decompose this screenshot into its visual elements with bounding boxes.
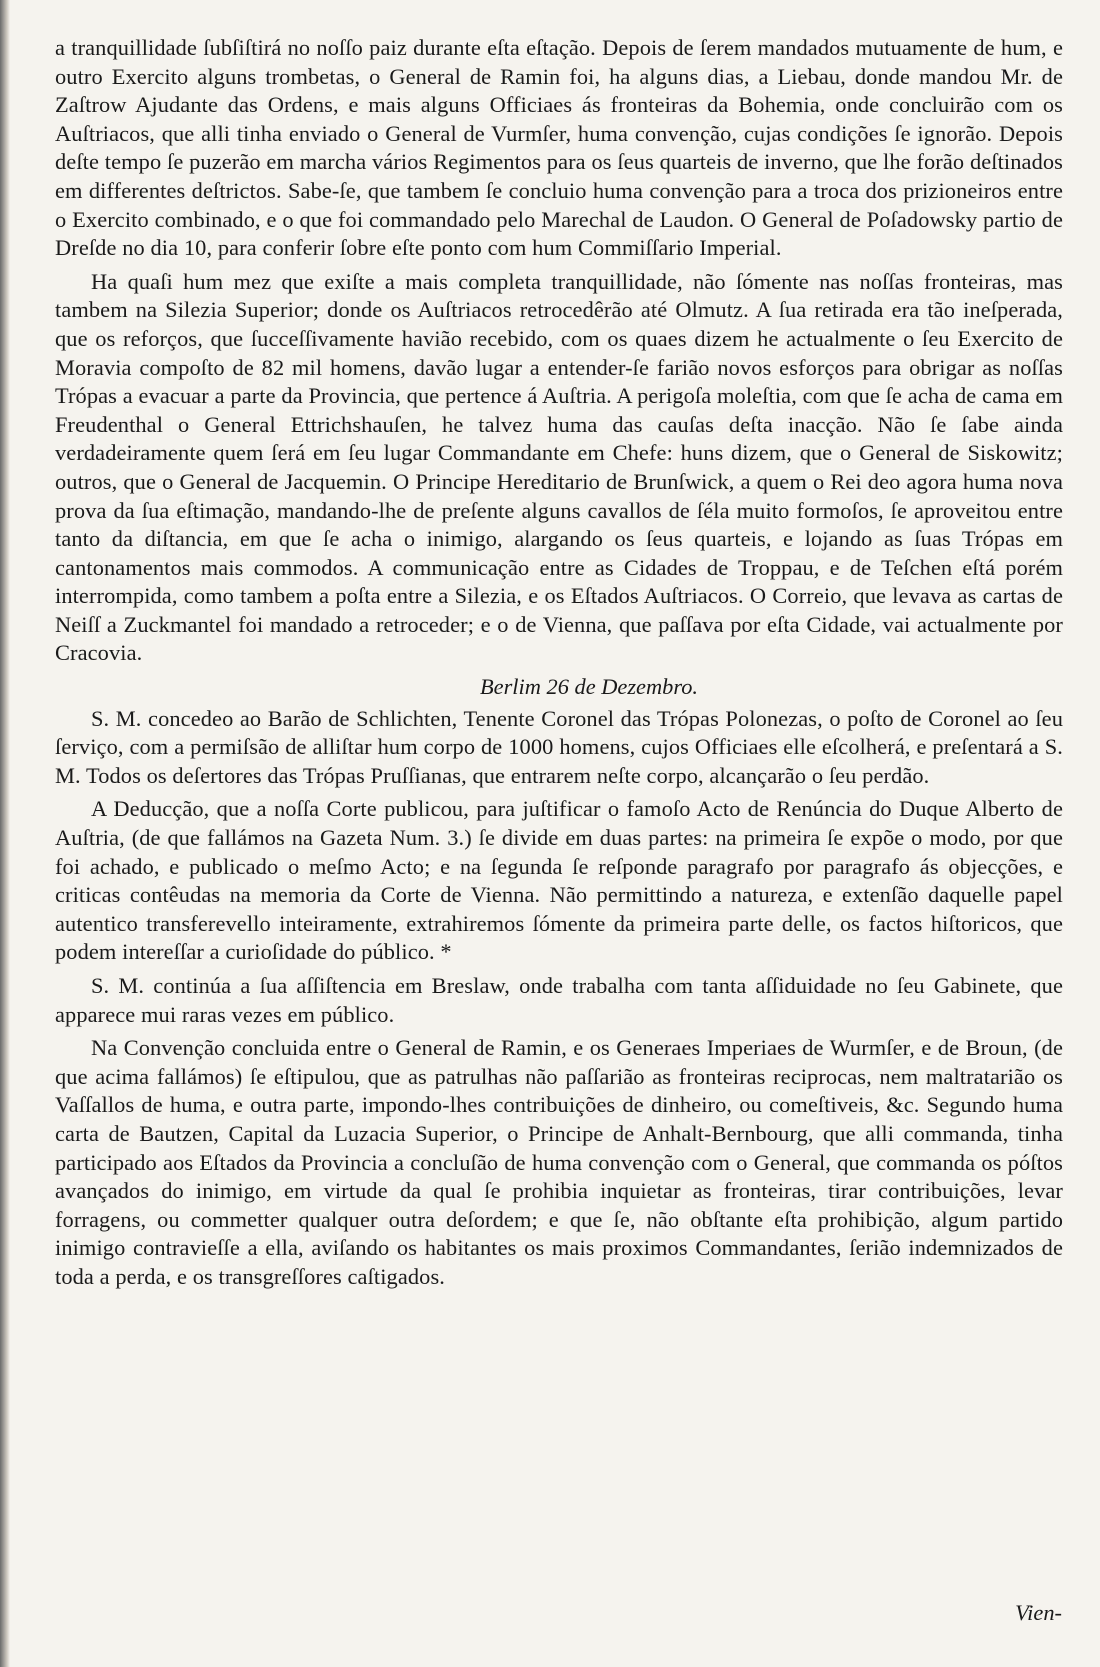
paragraph-1: a tranquillidade ſubſiſtirá no noſſo paiz durante eſta eſtação. Depois de ſerem mandados mutuamente de hum, e outro Exercito alguns trombetas, o General de Ramin foi, ha alguns dias, a Liebau, donde mandou Mr. de Zaſtrow Ajudante das Ordens, e mais alguns Officiaes ás fronteiras da Bohemia, onde concluirão com os Auſtriacos, que alli tinha enviado o General de Vurmſer, huma convenção, cujas condições ſe ignorão. Depois deſte tempo ſe puzerão em marcha vários Regimentos para os ſeus quarteis de inverno, que lhe forão deſtinados em differentes deſtrictos. Sabe-ſe, que tambem ſe concluio huma convenção para a troca dos prizioneiros entre o Exercito combinado, e o que foi commandado pelo Marechal de Laudon. O General de Poſadowsky partio de Dreſde no dia 10, para conferir ſobre eſte ponto com hum Commiſſario Imperial. [55,35,1063,261]
article-body [55,34,1063,1297]
paragraph-4: A Deducção, que a noſſa Corte publicou, para juſtificar o famoſo Acto de Renúncia do Duque Alberto de Auſtria, (de que fallámos na Gazeta Num. 3.) ſe divide em duas partes: na primeira ſe expõe o modo, por que foi achado, e publicado o meſmo Acto; e na ſegunda ſe reſponde paragrafo por paragrafo ás objecções, e criticas contêudas na memoria da Corte de Vienna. Não permittindo a natureza, e extenſão daquelle papel autentico transferevello inteiramente, extrahiremos ſómente da primeira parte delle, os factos hiſtoricos, que podem intereſſar a curioſidade do público. * [55,796,1063,965]
paragraph-2: Ha quaſi hum mez que exiſte a mais completa tranquillidade, não ſómente nas noſſas fronteiras, mas tambem na Silezia Superior; donde os Auſtriacos retrocedêrão até Olmutz. A ſua retirada era tão ineſperada, que os reforços, que ſucceſſivamente havião recebido, com os quaes dizem he actualmente o ſeu Exercito de Moravia compoſto de 82 mil homens, davão lugar a entender-ſe farião novos esforços para obrigar as noſſas Trópas a evacuar a parte da Provincia, que pertence á Auſtria. A perigoſa moleſtia, com que ſe acha de cama em Freudenthal o General Ettrichshauſen, he talvez huma das cauſas deſta inacção. Não ſe ſabe ainda verdadeiramente quem ſerá em ſeu lugar Commandante em Chefe: huns dizem, que o General de Siskowitz; outros, que o General de Jacquemin. O Principe Hereditario de Brunſwick, a quem o Rei deo agora huma nova prova da ſua eſtimação, mandando-lhe de preſente alguns cavallos de ſéla muito formoſos, ſe aproveitou entre tanto da diſtancia, em que ſe acha o inimigo, alargando os ſeus quarteis, e lojando as ſuas Trópas em cantonamentos mais commodos. A communicação entre as Cidades de Troppau, e de Teſchen eſtá porém interrompida, como tambem a poſta entre a Silezia, e os Eſtados Auſtriacos. O Correio, que levava as cartas de Neiſſ a Zuckmantel foi mandado a retroceder; e o de Vienna, que paſſava por eſta Cidade, vai actualmente por Cracovia. [55,268,1063,666]
paragraph-5: S. M. continúa a ſua aſſiſtencia em Breslaw, onde trabalha com tanta aſſiduidade no ſeu Gabinete, que apparece mui raras vezes em público. [55,973,1063,1027]
dateline: Berlim 26 de Dezembro. [479,674,699,700]
catchword: Vien- [1015,1600,1062,1625]
paragraph-6: Na Convenção concluida entre o General de Ramin, e os Generaes Imperiaes de Wurmſer, e de Broun, (de que acima fallámos) ſe eſtipulou, que as patrulhas não paſſarião as fronteiras reciprocas, nem maltratarião os Vaſſallos de huma, e outra parte, impondo-lhes contribuições de dinheiro, ou comeſtiveis, &c. Segundo huma carta de Bautzen, Capital da Luzacia Superior, o Principe de Anhalt-Bernbourg, que alli commanda, tinha participado aos Eſtados da Provincia a concluſão de huma convenção com o General, que commanda os póſtos avançados do inimigo, em virtude da qual ſe prohibia inquietar as fronteiras, tirar contribuições, levar forragens, ou commetter qualquer outra deſordem; e que ſe, não obſtante eſta prohibição, algum partido inimigo contravieſſe a ella, aviſando os habitantes os mais proximos Commandantes, ſerião indemnizados de toda a perda, e os transgreſſores caſtigados. [55,1035,1063,1289]
paragraph-3: S. M. concedeo ao Barão de Schlichten, Tenente Coronel das Trópas Polonezas, o poſto de Coronel ao ſeu ſerviço, com a permiſsão de alliſtar hum corpo de 1000 homens, cujos Officiaes elle eſcolherá, e preſentará a S. M. Todos os deſertores das Trópas Pruſſianas, que entrarem neſte corpo, alcançarão o ſeu perdão. [55,705,1063,788]
